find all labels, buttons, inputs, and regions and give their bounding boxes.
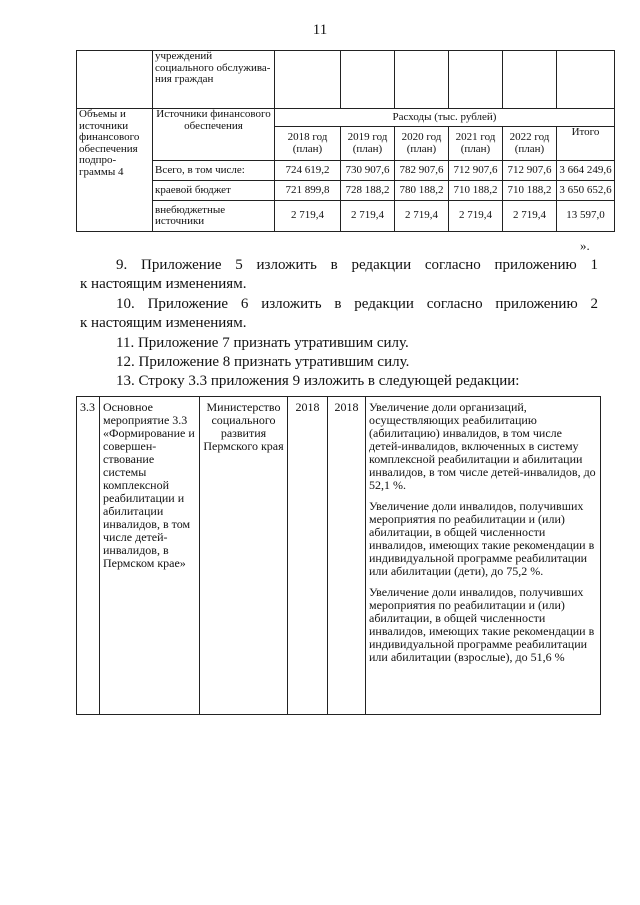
table-row xyxy=(77,181,615,201)
paragraph-10-line-1: 10. Приложение 6 изложить в редакции согласно приложению 2 xyxy=(116,296,598,312)
measure-number: 3.3 xyxy=(77,397,100,715)
fin-cell: 3 664 249,6 xyxy=(557,161,615,181)
fin-year-header: 2018 год (план) xyxy=(275,127,341,161)
table-row xyxy=(77,109,615,127)
fin-cell: 2 719,4 xyxy=(275,201,341,232)
fin-cell: 730 907,6 xyxy=(341,161,395,181)
fin-cell: 710 188,2 xyxy=(449,181,503,201)
measure-goals xyxy=(366,397,601,715)
fin-year-header: 2021 год (план) xyxy=(449,127,503,161)
page-number: 11 xyxy=(312,22,328,38)
fin-cell: 728 188,2 xyxy=(341,181,395,201)
measure-goal: Увеличение доли инвалидов, получивших мероприятия по реабилитации и (или) абилитации, в общей численности инвалидов, имеющих такие рекомендации в индивидуальной программе реабилитации или абилитации (дети), до 75,2 %. xyxy=(369,499,595,578)
measure-executor: Министерство социального развития Пермского края xyxy=(200,397,288,715)
measure-goal: Увеличение доли инвалидов, получивших мероприятия по реабилитации и (или) абилитации, в общей численности инвалидов, имеющих такие рекомендации в индивидуальной программе реабилитации или абилитации (взрослые), до 51,6 % xyxy=(369,585,595,664)
paragraph-9-line-1: 9. Приложение 5 изложить в редакции согласно приложению 1 xyxy=(116,257,598,273)
fin-expenses-header: Расходы (тыс. рублей) xyxy=(275,109,615,127)
fin-year-header: 2022 год (план) xyxy=(503,127,557,161)
table-row xyxy=(77,201,615,232)
measure-name: Основное мероприятие 3.3 «Формирование и совершен-ствование системы комплексной реабилитации и абилитации инвалидов, в том числе детей-инвалидов, в Пермском крае» xyxy=(100,397,200,715)
fin-cell: 712 907,6 xyxy=(503,161,557,181)
paragraph-10-line-2: к настоящим изменениям. xyxy=(80,315,247,331)
paragraph-12: 12. Приложение 8 признать утратившим силу. xyxy=(116,354,410,370)
fin-cell: 721 899,8 xyxy=(275,181,341,201)
measure-year-start: 2018 xyxy=(288,397,328,715)
fin-top-cell: учреждений социального обслужива-ния граждан xyxy=(153,51,275,109)
fin-cell: 780 188,2 xyxy=(395,181,449,201)
paragraph-11: 11. Приложение 7 признать утратившим силу. xyxy=(116,335,409,351)
financing-table xyxy=(76,50,615,232)
fin-cell: 710 188,2 xyxy=(503,181,557,201)
fin-cell: 2 719,4 xyxy=(341,201,395,232)
fin-source-header: Источники финансового обеспечения xyxy=(153,109,275,161)
paragraph-9-line-2: к настоящим изменениям. xyxy=(80,276,247,292)
paragraph-13: 13. Строку 3.3 приложения 9 изложить в следующей редакции: xyxy=(116,373,520,389)
fin-row-label: внебюджетные источники xyxy=(153,201,275,232)
measure-goal: Увеличение доли организаций, осуществляющих реабилитацию (абилитацию) инвалидов, в том числе детей-инвалидов, включенных в систему комплексной реабилитации и абилитации инвалидов, в том числе детей-инвалидов, до 52,1 %. xyxy=(369,400,596,492)
fin-cell: 2 719,4 xyxy=(449,201,503,232)
fin-total-header: Итого xyxy=(557,127,615,161)
fin-cell: 3 650 652,6 xyxy=(557,181,615,201)
closing-quote: ». xyxy=(580,238,590,253)
table-row xyxy=(77,161,615,181)
fin-cell: 712 907,6 xyxy=(449,161,503,181)
fin-cell: 724 619,2 xyxy=(275,161,341,181)
fin-cell: 2 719,4 xyxy=(395,201,449,232)
fin-cell: 782 907,6 xyxy=(395,161,449,181)
fin-cell: 2 719,4 xyxy=(503,201,557,232)
fin-row-label: Всего, в том числе: xyxy=(153,161,275,181)
fin-year-header: 2019 год (план) xyxy=(341,127,395,161)
table-row xyxy=(77,51,615,109)
fin-year-header: 2020 год (план) xyxy=(395,127,449,161)
fin-cell: 13 597,0 xyxy=(557,201,615,232)
fin-section-label: Объемы и источники финансового обеспечения подпро-граммы 4 xyxy=(77,109,153,232)
fin-row-label: краевой бюджет xyxy=(153,181,275,201)
measure-table xyxy=(76,396,601,715)
measure-year-end: 2018 xyxy=(328,397,366,715)
table-row xyxy=(77,397,601,715)
